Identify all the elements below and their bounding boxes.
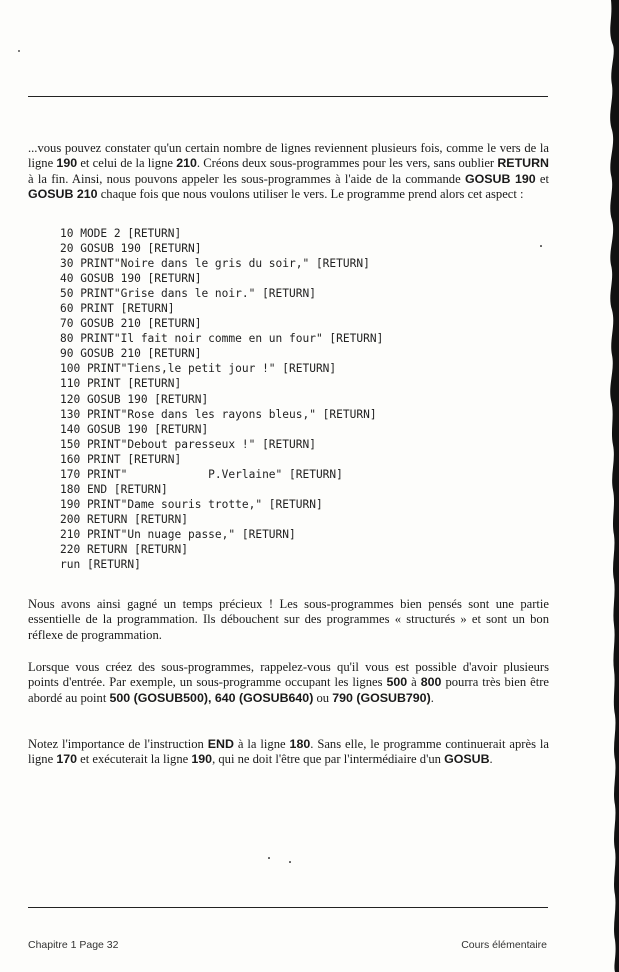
bottom-rule — [28, 907, 548, 908]
subroutine-benefits-paragraph: Nous avons ainsi gagné un temps précieux ! Les sous-programmes bien pensés sont une partie essentielle de la programmation. Ils débouchent sur des programmes « structurés » et sont un bon réflexe de programmation. — [28, 597, 549, 642]
code-line: 90 GOSUB 210 [RETURN] — [60, 347, 202, 361]
entry-points-paragraph: Lorsque vous créez des sous-programmes, rappelez-vous qu'il vous est possible d'avoir plusieurs points d'entrée. Par exemple, un sous-programme occupant les lignes 500 à 800 pourra très bien être abordé au point 500 (GOSUB500), 640 (GOSUB640) ou 790 (GOSUB790). — [28, 660, 550, 705]
code-line: run [RETURN] — [60, 558, 141, 572]
basic-program-listing — [60, 226, 383, 572]
code-line: 70 GOSUB 210 [RETURN] — [60, 317, 202, 331]
code-line: 180 END [RETURN] — [60, 482, 168, 496]
code-line: 170 PRINT" P.Verlaine" [RETURN] — [60, 467, 343, 481]
code-line: 60 PRINT [RETURN] — [60, 302, 175, 316]
code-line: 100 PRINT"Tiens,le petit jour !" [RETURN] — [60, 362, 337, 376]
top-rule — [28, 96, 548, 97]
code-line: 30 PRINT"Noire dans le gris du soir," [RETURN] — [60, 257, 370, 271]
code-line: 200 RETURN [RETURN] — [60, 512, 188, 526]
code-line: 160 PRINT [RETURN] — [60, 452, 182, 466]
footer-section-title: Cours élémentaire — [461, 939, 547, 951]
footer-chapter-page: Chapitre 1 Page 32 — [28, 939, 119, 951]
scan-speck — [540, 245, 542, 247]
code-line: 140 GOSUB 190 [RETURN] — [60, 422, 209, 436]
code-line: 190 PRINT"Dame souris trotte," [RETURN] — [60, 497, 323, 511]
code-line: 220 RETURN [RETURN] — [60, 542, 188, 556]
end-instruction-paragraph: Notez l'importance de l'instruction END à la ligne 180. Sans elle, le programme continuerait après la ligne 170 et exécuterait la ligne 190, qui ne doit l'être que par l'intermédiaire d'un GOSUB. — [28, 737, 549, 767]
code-line: 150 PRINT"Debout paresseux !" [RETURN] — [60, 437, 316, 451]
scan-speck — [289, 861, 291, 863]
scan-speck — [18, 50, 20, 52]
binding-edge-shadow — [597, 0, 619, 972]
code-line: 40 GOSUB 190 [RETURN] — [60, 272, 202, 286]
code-line: 210 PRINT"Un nuage passe," [RETURN] — [60, 527, 296, 541]
code-line: 120 GOSUB 190 [RETURN] — [60, 392, 209, 406]
code-line: 130 PRINT"Rose dans les rayons bleus," [RETURN] — [60, 407, 377, 421]
scan-speck — [268, 857, 270, 859]
code-line: 20 GOSUB 190 [RETURN] — [60, 242, 202, 256]
intro-paragraph: ...vous pouvez constater qu'un certain nombre de lignes reviennent plusieurs fois, comme le vers de la ligne 190 et celui de la ligne 210. Créons deux sous-programmes pour les vers, sans oublier RETURN à la fin. Ainsi, nous pouvons appeler les sous-programmes à l'aide de la commande GOSUB 190 et GOSUB 210 chaque fois que nous voulons utiliser le vers. Le programme prend alors cet aspect : — [28, 141, 549, 202]
code-line: 110 PRINT [RETURN] — [60, 377, 182, 391]
code-line: 80 PRINT"Il fait noir comme en un four" [RETURN] — [60, 332, 384, 346]
code-line: 50 PRINT"Grise dans le noir." [RETURN] — [60, 287, 316, 301]
code-line: 10 MODE 2 [RETURN] — [60, 227, 182, 240]
